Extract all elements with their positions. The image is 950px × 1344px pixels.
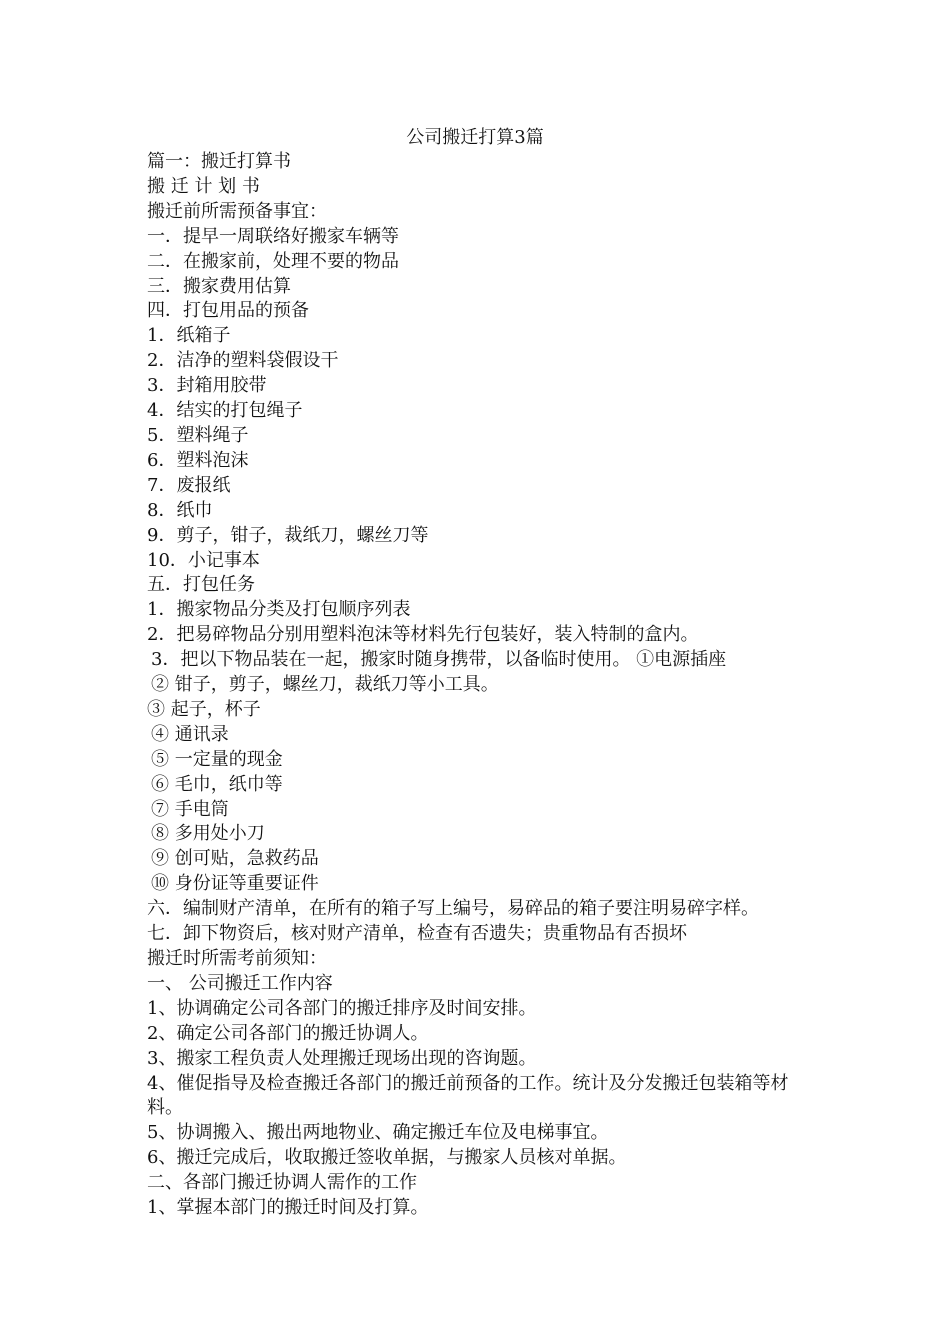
list-item: 1．搬家物品分类及打包顺序列表 [147,599,411,621]
list-item: 10．小记事本 [147,549,260,571]
list-item: ④ 通讯录 [151,723,229,745]
list-item: 1、协调确定公司各部门的搬迁排序及时间安排。 [147,997,537,1019]
paragraph: 搬迁前所需预备事宜： [147,200,327,222]
list-item: ⑧ 多用处小刀 [151,823,265,845]
section-heading: 二、各部门搬迁协调人需作的工作 [147,1172,417,1194]
list-item: ⑥ 毛巾，纸巾等 [151,773,283,795]
list-item: ⑩ 身份证等重要证件 [151,873,319,895]
document-title: 公司搬迁打算3篇 [406,127,544,148]
list-item: 5．塑料绳子 [147,424,249,446]
list-item: 7．废报纸 [147,474,231,496]
list-item: 4．结实的打包绳子 [147,400,303,422]
list-item: 1．纸箱子 [147,325,231,347]
list-item: 二．在搬家前，处理不要的物品 [147,250,399,272]
paragraph: 搬迁时所需考前须知： [147,948,327,969]
list-item: 8．纸巾 [147,499,213,521]
list-item: 3．封箱用胶带 [147,375,267,397]
list-item: ③ 起子，杯子 [147,698,261,720]
list-item: ⑤ 一定量的现金 [151,748,283,770]
list-item: 2、确定公司各部门的搬迁协调人。 [147,1022,429,1044]
section-heading: 一、 公司搬迁工作内容 [147,972,333,994]
list-item: 5、协调搬入、搬出两地物业、确定搬迁车位及电梯事宜。 [147,1122,609,1144]
list-item: 六．编制财产清单，在所有的箱子写上编号，易碎品的箱子要注明易碎字样。 [147,898,759,920]
subtitle: 搬 迁 计 划 书 [147,175,260,197]
list-item: 1、掌握本部门的搬迁时间及打算。 [147,1197,429,1219]
list-item: 2．把易碎物品分别用塑料泡沫等材料先行包装好，装入特制的盒内。 [147,624,699,646]
list-item: ② 钳子，剪子，螺丝刀，裁纸刀等小工具。 [151,674,499,696]
list-item: 三．搬家费用估算 [147,275,291,297]
list-item: 6．塑料泡沫 [147,449,249,471]
list-item: 4、催促指导及检查搬迁各部门的搬迁前预备的工作。统计及分发搬迁包装箱等材料。 [147,1072,789,1119]
list-item: 3．把以下物品装在一起，搬家时随身携带，以备临时使用。 ①电源插座 [151,649,727,671]
list-item: 2．洁净的塑料袋假设干 [147,350,339,372]
list-item: ⑨ 创可贴，急救药品 [151,848,319,870]
section-heading: 篇一：搬迁打算书 [147,151,291,172]
list-item: 6、搬迁完成后，收取搬迁签收单据，与搬家人员核对单据。 [147,1147,627,1169]
list-item: 七．卸下物资后，核对财产清单，检查有否遗失；贵重物品有否损坏 [147,923,687,945]
list-item: 3、搬家工程负责人处理搬迁现场出现的咨询题。 [147,1047,537,1069]
list-item: ⑦ 手电筒 [151,798,229,820]
list-item: 四．打包用品的预备 [147,300,309,322]
list-item: 9．剪子，钳子，裁纸刀，螺丝刀等 [147,524,429,546]
list-item: 五．打包任务 [147,574,255,596]
document-body [147,150,807,1221]
list-item: 一．提早一周联络好搬家车辆等 [147,225,399,247]
